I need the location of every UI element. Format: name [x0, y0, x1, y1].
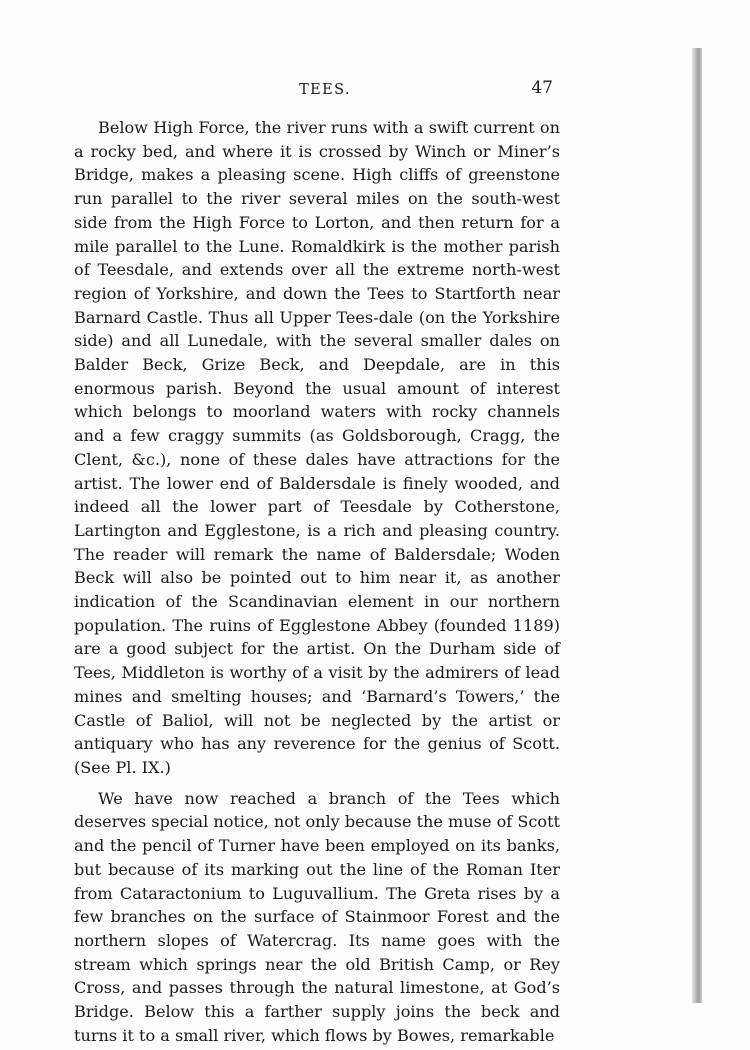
paragraph-2: We have now reached a branch of the Tees which deserves special notice, not only because the muse of Scott and the pencil of Turner have been employed on its banks, but because of its marking out the line of the Roman Iter from Cataractonium to Luguvallium. The Greta rises by a few branches on the surface of Stainmoor Forest and the northern slopes of Watercrag. Its name goes with the stream which springs near the old British Camp, or Rey Cross, and passes through the natural limestone, at God’s Bridge. Below this a farther supply joins the beck and turns it to a small river, which flows by Bowes, remarkable — [74, 788, 561, 1045]
paragraph-1: Below High Force, the river runs with a swift current on a rocky bed, and where it is crossed by Winch or Miner’s Bridge, makes a pleasing scene. High cliffs of greenstone run parallel to the river several miles on the south-west side from the High Force to Lorton, and then return for a mile parallel to the Lune. Romaldkirk is the mother parish of Teesdale, and extends over all the extreme north-west region of Yorkshire, and down the Tees to Startforth near Barnard Castle. Thus all Upper Tees-dale (on the Yorkshire side) and all Lunedale, with the several smaller dales on Balder Beck, Grize Beck, and Deepdale, are in this enormous parish. Beyond the usual amount of interest which belongs to moorland waters with rocky channels and a few craggy summits (as Goldsborough, Cragg, the Clent, &c.), none of these dales have attractions for the artist. The lower end of Baldersdale is finely wooded, and indeed all the lower part of Teesdale by Cotherstone, Lartington and Egglestone, is a rich and pleasing country. The reader will remark the name of Baldersdale; Woden Beck will also be pointed out to him near it, as another indication of the Scandinavian element in our northern population. The ruins of Egglestone Abbey (founded 1189) are a good subject for the artist. On the Durham side of Tees, Middleton is worthy of a visit by the admirers of lead mines and smelting houses; and ‘Barnard’s Towers,’ the Castle of Baliol, will not be neglected by the artist or antiquary who has any reverence for the genius of Scott. (See Pl. IX.) — [74, 118, 560, 777]
body-text — [74, 116, 560, 1047]
page-header — [95, 76, 555, 106]
running-head: TEES. — [299, 82, 351, 98]
page-edge-shadow — [692, 48, 702, 1003]
page-number: 47 — [531, 78, 553, 98]
